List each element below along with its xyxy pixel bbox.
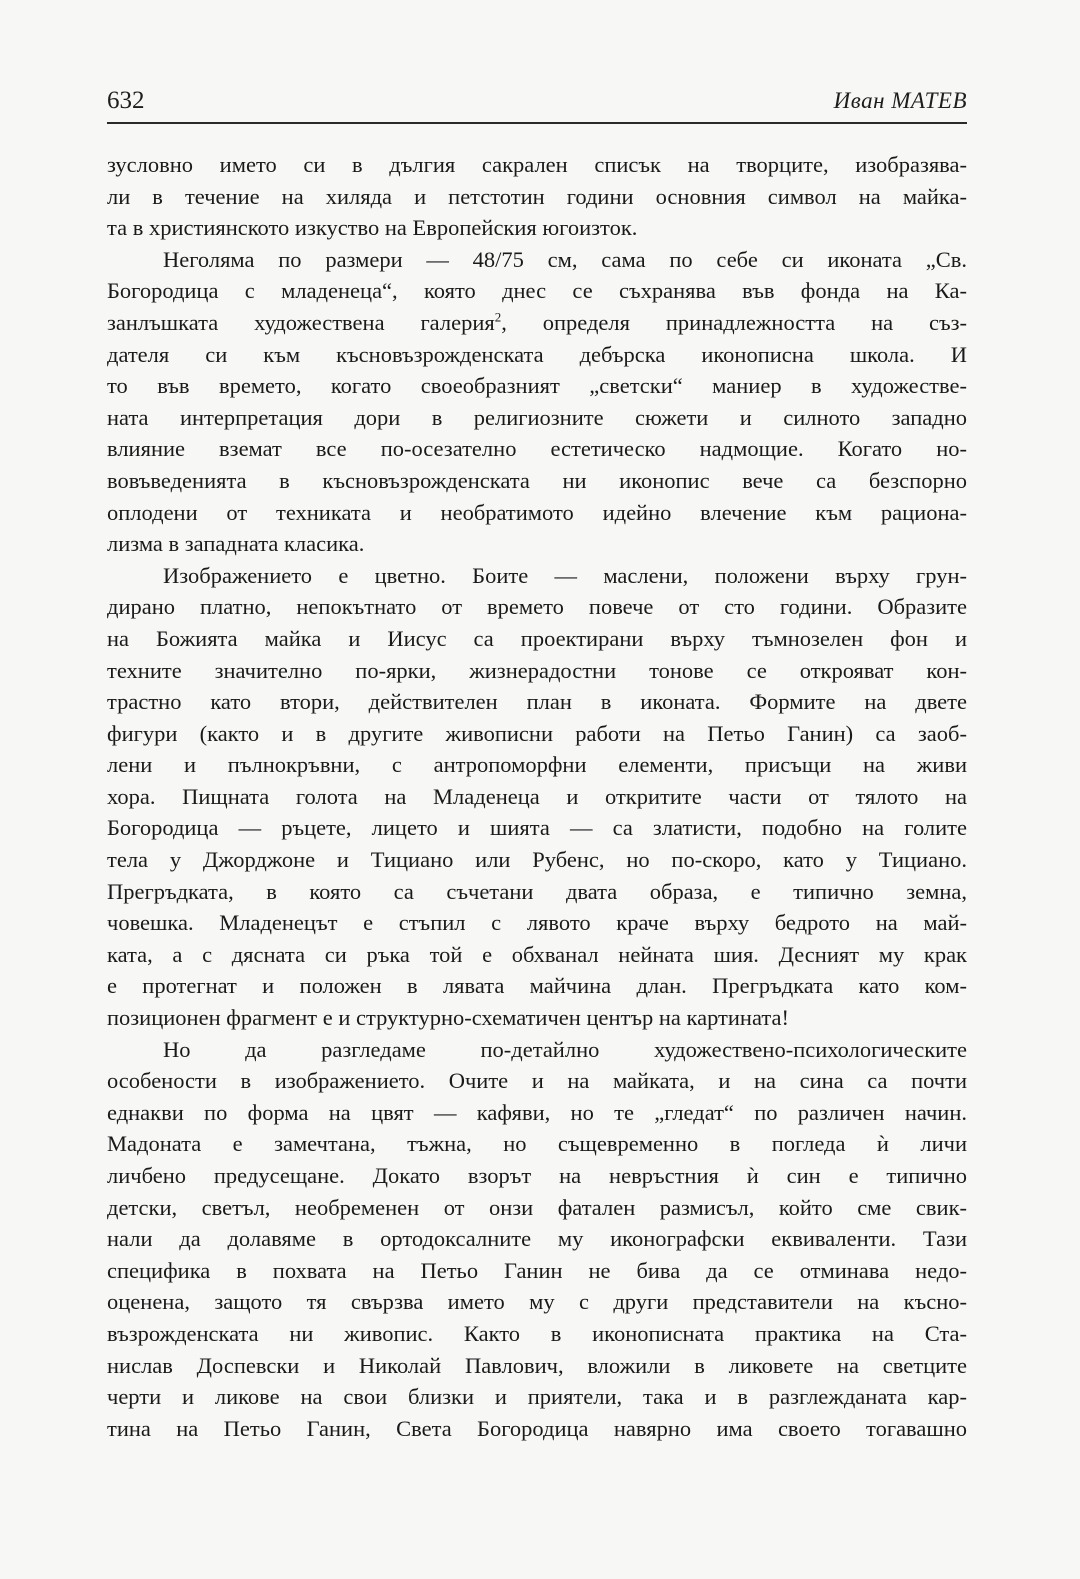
- text-line: Прегръдката, в която са съчетани двата образа, е типично земна,: [107, 878, 967, 904]
- text-line: дирано платно, непокътнато от времето повече от сто години. Образите: [107, 594, 967, 620]
- text-fragment: , определя принадлежността на съз-: [501, 309, 967, 335]
- text-line: Богородица — ръцете, лицето и шията — са златисти, подобно на голите: [107, 815, 967, 841]
- text-line: лени и пълнокръвни, с антропоморфни елементи, присъщи на живи: [107, 752, 967, 778]
- text-line: вовъведенията в късновъзрожденската ни иконопис вече са безспорно: [107, 467, 967, 493]
- text-line: техните значително по-ярки, жизнерадостни тонове се открояват кон-: [107, 657, 967, 683]
- paragraph-2: [107, 244, 967, 560]
- text-line: човешка. Младенецът е стъпил с лявото краче върху бедрото на май-: [107, 910, 967, 936]
- paragraph-1: [107, 149, 967, 244]
- footnote-marker[interactable]: 2: [494, 309, 502, 325]
- running-head-author: Иван МАТЕВ: [833, 88, 967, 113]
- text-line: оценена, защото тя свързва името му с други представители на късно-: [107, 1289, 967, 1315]
- text-line: ната интерпретация дори в религиозните сюжети и силното западно: [107, 404, 967, 430]
- body-text: [107, 149, 967, 1444]
- text-line: зусловно името си в дългия сакрален списък на творците, изобразява-: [107, 152, 967, 177]
- text-line: черти и ликове на свои близки и приятели, така и в разглежданата кар-: [107, 1384, 967, 1410]
- text-line: фигури (както и в другите живописни работи на Петьо Ганин) са заоб-: [107, 720, 967, 746]
- text-line-with-footnote: [107, 307, 967, 339]
- text-line: то във времето, когато своеобразният „светски“ маниер в художестве-: [107, 373, 967, 399]
- text-line: трастно като втори, действителен план в иконата. Формите на двете: [107, 689, 967, 715]
- text-line: лизма в западната класика.: [107, 531, 365, 557]
- text-line: нали да долавяме в ортодоксалните му иконографски еквиваленти. Тази: [107, 1226, 967, 1252]
- text-line: нислав Доспевски и Николай Павлович, вложили в ликовете на светците: [107, 1352, 967, 1378]
- text-line: хора. Пищната голота на Младенеца и откритите части от тялото на: [107, 783, 967, 809]
- text-line: тина на Петьо Ганин, Света Богородица навярно има своето тогавашно: [107, 1415, 967, 1441]
- text-line: еднакви по форма на цвят — кафяви, но те „гледат“ по различен начин.: [107, 1099, 967, 1125]
- text-line: особености в изображението. Очите и на майката, и на сина са почти: [107, 1068, 967, 1094]
- text-line: е протегнат и положен в лявата майчина длан. Прегръдката като ком-: [107, 973, 967, 999]
- paragraph-3: [107, 560, 967, 1034]
- text-line: Богородица с младенеца“, която днес се съхранява във фонда на Ка-: [107, 278, 967, 304]
- text-line: оплодени от техниката и необратимото идейно влечение към рациона-: [107, 499, 967, 525]
- text-line: дателя си към късновъзрожденската дебърска иконописна школа. И: [107, 341, 967, 367]
- text-line: та в християнското изкуство на Европейския югоизток.: [107, 215, 638, 241]
- text-line: специфика в похвата на Петьо Ганин не бива да се отминава недо-: [107, 1257, 967, 1283]
- page-header: [107, 86, 967, 124]
- text-line: Мадоната е замечтана, тъжна, но същевременно в погледа ѝ личи: [107, 1131, 967, 1157]
- text-line: ли в течение на хиляда и петстотин години основния символ на майка-: [107, 183, 967, 209]
- text-line: позиционен фрагмент е и структурно-схематичен център на картината!: [107, 1005, 789, 1031]
- text-line: влияние вземат все по-осезателно естетическо надмощие. Когато но-: [107, 436, 967, 462]
- text-line: Но да разгледаме по-детайлно художествено-психологическите: [163, 1036, 967, 1062]
- text-line: Неголяма по размери — 48/75 см, сама по себе си иконата „Св.: [163, 246, 967, 272]
- text-line: личбено предусещане. Докато взорът на невръстния ѝ син е типично: [107, 1163, 967, 1188]
- text-line: детски, светъл, необременен от онзи фатален размисъл, който сме свик-: [107, 1194, 967, 1220]
- paragraph-4: [107, 1034, 967, 1445]
- text-line: ката, а с дясната си ръка той е обхванал нейната шия. Десният му крак: [107, 941, 967, 967]
- text-line: Изображението е цветно. Боите — маслени, положени върху грун-: [163, 562, 967, 588]
- page-number: 632: [107, 87, 145, 114]
- text-fragment: занлъшката художествена галерия: [107, 309, 495, 335]
- text-line: на Божията майка и Иисус са проектирани върху тъмнозелен фон и: [107, 625, 967, 651]
- text-line: тела у Джорджоне и Тициано или Рубенс, но по-скоро, като у Тициано.: [107, 847, 967, 873]
- text-line: възрожденската ни живопис. Както в иконописната практика на Ста-: [107, 1320, 967, 1346]
